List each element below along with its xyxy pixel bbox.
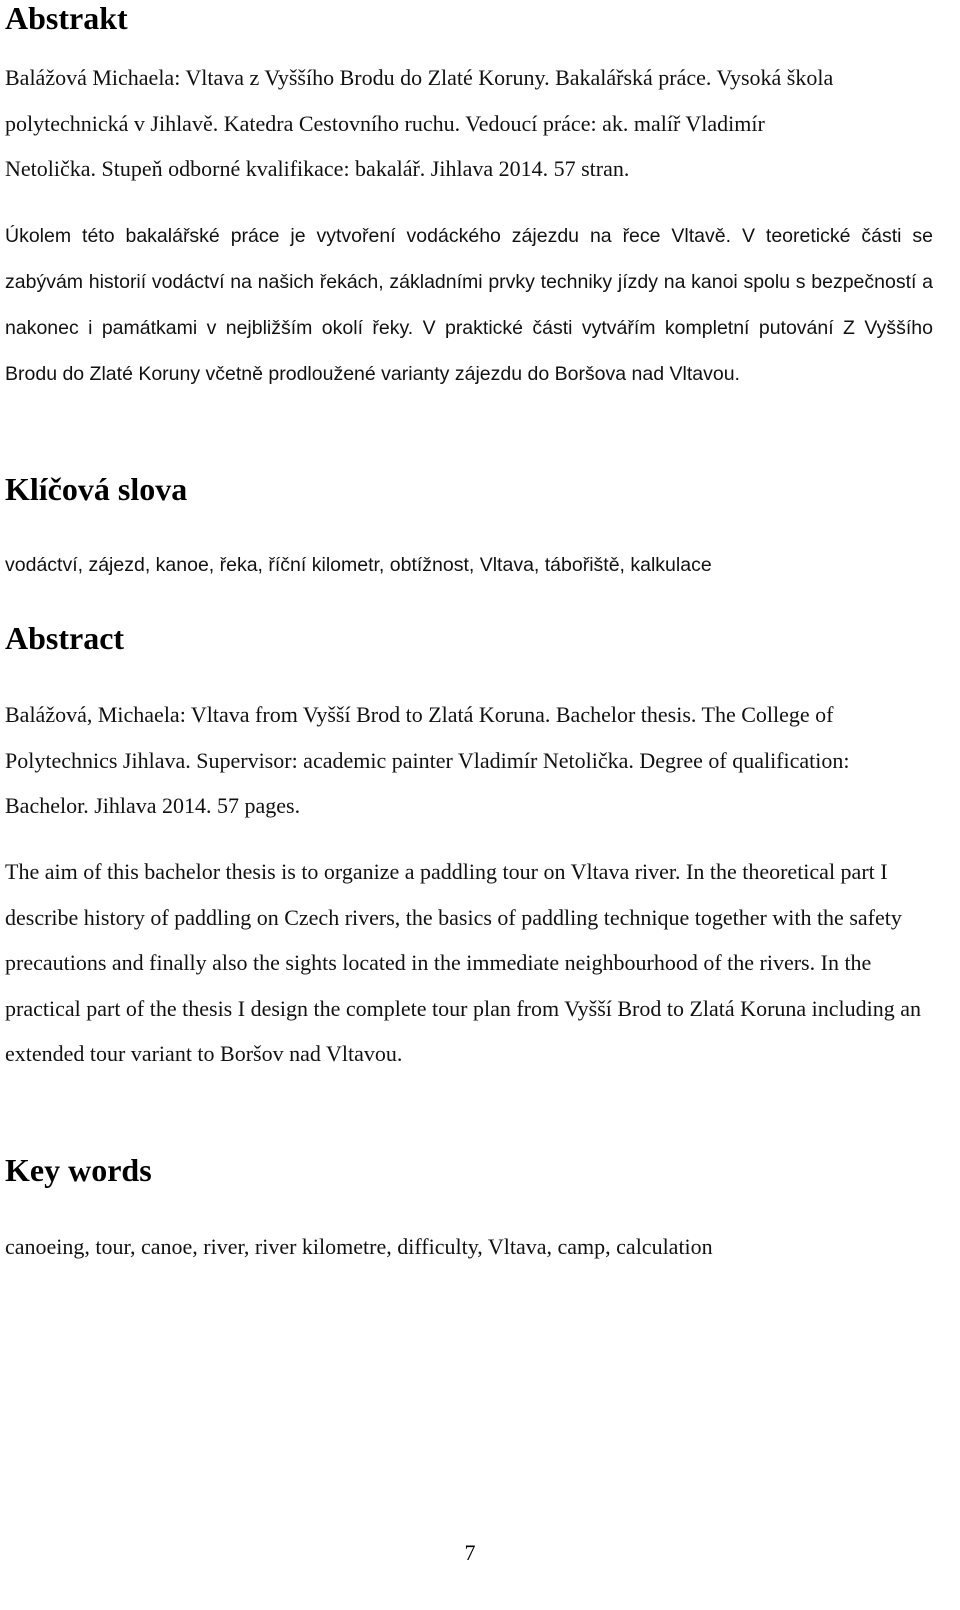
czech-keywords-text: vodáctví, zájezd, kanoe, řeka, říční kilometr, obtížnost, Vltava, tábořiště, kalkulace — [5, 554, 712, 576]
english-abstract-paragraph: The aim of this bachelor thesis is to organize a paddling tour on Vltava river. In the theoretical part I describe history of paddling on Czech rivers, the basics of paddling technique together with the safety precautions and finally also the sights located in the immediate neighbourhood of the rivers. In the practical part of the thesis I design the complete tour plan from Vyšší Brod to Zlatá Koruna including an extended tour variant to Boršov nad Vltavou. — [5, 859, 922, 1066]
english-keywords-text: canoeing, tour, canoe, river, river kilometre, difficulty, Vltava, camp, calculation — [5, 1234, 713, 1259]
czech-abstract-paragraph: Úkolem této bakalářské práce je vytvoření vodáckého zájezdu na řece Vltavě. V teoretické části se zabývám historií vodáctví na našich řekách, základními prvky techniky jízdy na kanoi spolu s bezpečností a nakonec i památkami v nejbližším okolí řeky. V praktické části vytvářím kompletní putování Z Vyššího Brodu do Zlaté Koruny včetně prodloužené varianty zájezdu do Boršova nad Vltavou. — [5, 225, 933, 385]
page-number: 7 — [464, 1540, 476, 1565]
abstrakt-heading: Abstrakt — [5, 0, 128, 36]
klicova-slova-heading: Klíčová slova — [5, 471, 188, 507]
czech-citation-paragraph: Balážová Michaela: Vltava z Vyššího Brodu do Zlaté Koruny. Bakalářská práce. Vysoká škola polytechnická v Jihlavě. Katedra Cestovního ruchu. Vedoucí práce: ak. malíř Vladimír Netolička. Stupeň odborné kvalifikace: bakalář. Jihlava 2014. 57 stran. — [5, 65, 834, 181]
english-citation-paragraph: Balážová, Michaela: Vltava from Vyšší Brod to Zlatá Koruna. Bachelor thesis. The College of Polytechnics Jihlava. Supervisor: academic painter Vladimír Netolička. Degree of qualification: Bachelor. Jihlava 2014. 57 pages. — [5, 702, 850, 818]
key-words-heading: Key words — [5, 1152, 152, 1188]
abstract-heading: Abstract — [5, 620, 125, 656]
